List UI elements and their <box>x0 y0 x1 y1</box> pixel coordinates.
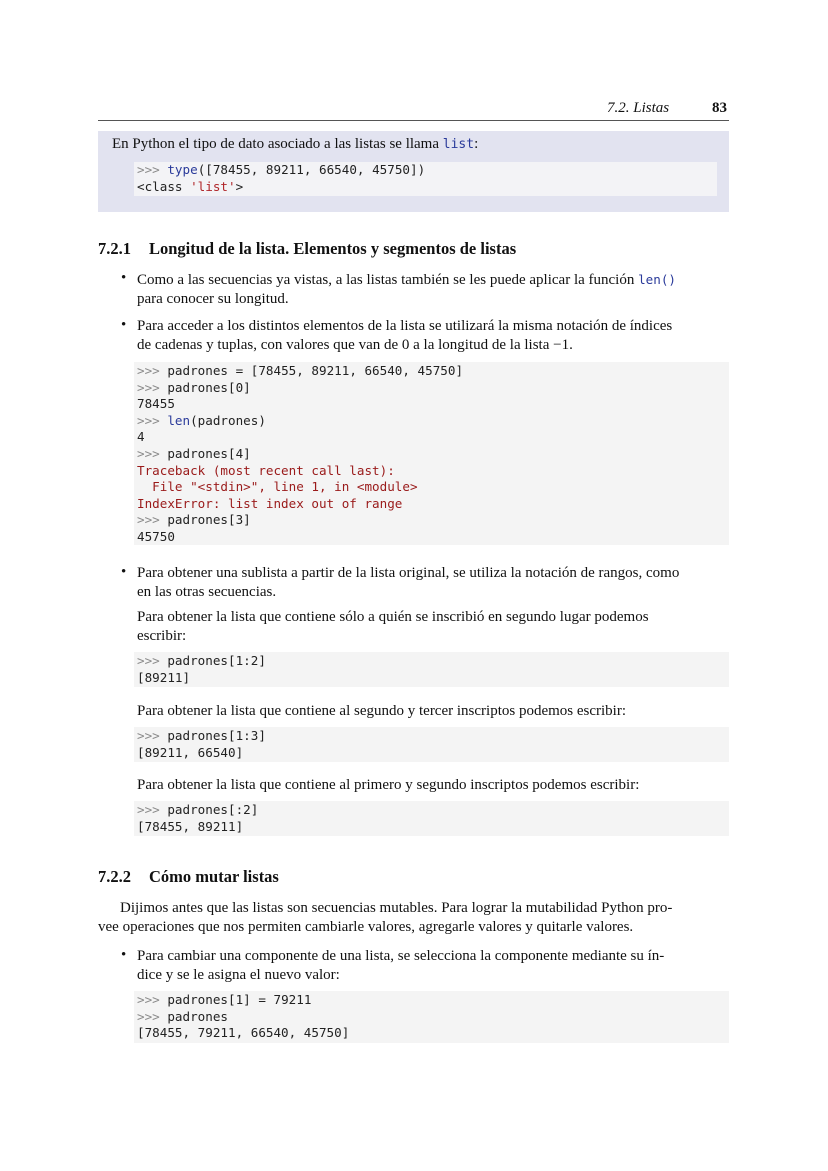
header-rule <box>98 120 729 121</box>
bullet-4-text: Para cambiar una componente de una lista, se selecciona la componente mediante su ín- dice y se le asigna el nuevo valor: <box>137 948 665 983</box>
inline-code-len: len() <box>638 272 677 287</box>
note-text: En Python el tipo de dato asociado a las listas se llama list: <box>112 136 479 152</box>
note-code-text: >>> type([78455, 89211, 66540, 45750]) <class 'list'> <box>137 162 426 194</box>
bullet-3-paragraph-3: Para obtener la lista que contiene al primero y segundo inscriptos podemos escribir: <box>137 777 640 793</box>
bullet-2-text: Para acceder a los distintos elementos de la lista se utilizará la misma notación de índices de cadenas y tuplas, con valores que van de 0 a la longitud de la lista −1. <box>137 318 673 353</box>
intro-paragraph: Dijimos antes que las listas son secuencias mutables. Para lograr la mutabilidad Python pro- vee operaciones que nos permiten cambiarle valores, agregarle valores y quitarle valores. <box>98 900 673 935</box>
note-code-block <box>134 162 717 196</box>
bullet-dot: • <box>121 564 127 580</box>
bullet-3-paragraph-2: Para obtener la lista que contiene al segundo y tercer inscriptos podemos escribir: <box>137 703 627 719</box>
bullet-dot: • <box>121 270 127 286</box>
code-block-slice-1-2: >>> padrones[1:2] [89211] <box>134 652 729 687</box>
page-number: 83 <box>712 100 727 116</box>
code-block-mutation: >>> padrones[1] = 79211 >>> padrones [78455, 79211, 66540, 45750] <box>134 991 729 1043</box>
inline-code-list: list <box>442 137 475 152</box>
section-title: Longitud de la lista. Elementos y segmentos de listas <box>149 239 517 258</box>
bullet-dot: • <box>121 947 127 963</box>
running-title: 7.2. Listas <box>607 100 670 116</box>
bullet-1-text: Como a las secuencias ya vistas, a las listas también se les puede aplicar la función len() para conocer su longitud. <box>137 272 677 307</box>
code-indexing-text: >>> padrones = [78455, 89211, 66540, 45750] >>> padrones[0] 78455 >>> len(padrones) 4 >>> padrones[4] Traceback (most recent call last): File "<stdin>", line 1, in <module> IndexError: list index out of range >>> padrones[3] 45750 <box>137 363 464 544</box>
code-block-indexing <box>134 362 729 545</box>
bullet-3-paragraph-1: Para obtener la lista que contiene sólo a quién se inscribió en segundo lugar podemos escribir: <box>137 609 649 644</box>
code-block-slice-1-3: >>> padrones[1:3] [89211, 66540] <box>134 727 729 762</box>
bullet-3-text: Para obtener una sublista a partir de la lista original, se utiliza la notación de rangos, como en las otras secuencias. <box>137 565 680 600</box>
section-number: 7.2.1 <box>98 239 131 258</box>
code-block-slice-2: >>> padrones[:2] [78455, 89211] <box>134 801 729 836</box>
bullet-dot: • <box>121 317 127 333</box>
section-number: 7.2.2 <box>98 867 131 886</box>
section-title: Cómo mutar listas <box>149 867 279 886</box>
